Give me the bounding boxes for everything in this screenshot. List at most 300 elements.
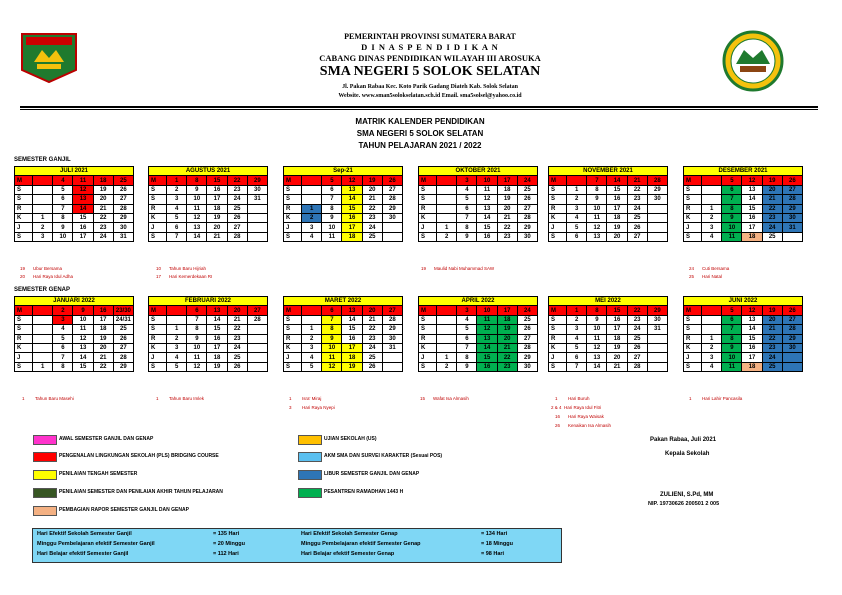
date-cell: 12 [477, 195, 497, 204]
date-cell: 19 [607, 223, 627, 232]
date-cell: 29 [382, 204, 402, 213]
date-cell: 5 [302, 362, 322, 371]
date-cell: 13 [742, 185, 762, 194]
date-cell: 25 [113, 176, 133, 185]
day-name: S [284, 325, 302, 334]
day-name: J [419, 353, 437, 362]
date-cell [647, 334, 667, 343]
holiday-date: 1 [22, 396, 25, 401]
day-name: J [284, 353, 302, 362]
date-cell: 5 [53, 334, 73, 343]
date-cell: 27 [382, 306, 402, 315]
date-cell: 7 [167, 232, 187, 241]
date-cell: 19 [207, 362, 227, 371]
date-cell: 10 [722, 223, 742, 232]
date-cell: 6 [322, 185, 342, 194]
date-cell: 3 [457, 306, 477, 315]
date-cell: 29 [647, 185, 667, 194]
summary-box [32, 528, 562, 563]
date-cell [647, 213, 667, 222]
holiday-entry [20, 274, 73, 279]
date-cell [33, 185, 53, 194]
date-cell [302, 315, 322, 324]
holiday-name: Ubur Bersama [33, 266, 63, 271]
date-cell: 4 [567, 334, 587, 343]
day-name: S [149, 232, 167, 241]
holiday-entry [20, 266, 62, 271]
date-cell: 13 [73, 195, 93, 204]
date-cell: 10 [187, 195, 207, 204]
date-cell: 21 [227, 315, 247, 324]
date-cell: 31 [382, 343, 402, 352]
date-cell [437, 213, 457, 222]
day-name: J [15, 223, 33, 232]
date-cell: 25 [762, 362, 782, 371]
date-cell: 9 [187, 185, 207, 194]
date-cell: 27 [247, 306, 267, 315]
date-cell: 17 [742, 353, 762, 362]
date-cell: 15 [607, 185, 627, 194]
date-cell: 7 [457, 343, 477, 352]
date-cell: 21 [627, 176, 647, 185]
summary-label: Hari Belajar efektif Semester Ganjil [37, 551, 129, 557]
date-cell: 21 [362, 195, 382, 204]
day-name: K [284, 343, 302, 352]
date-cell: 26 [113, 185, 133, 194]
date-cell: 16 [207, 185, 227, 194]
date-cell: 9 [322, 334, 342, 343]
date-cell [302, 176, 322, 185]
day-name: J [284, 223, 302, 232]
date-cell: 15 [73, 213, 93, 222]
date-cell: 25 [227, 204, 247, 213]
date-cell: 25 [627, 213, 647, 222]
day-name: S [419, 232, 437, 241]
date-cell: 2 [567, 195, 587, 204]
month-calendar [548, 166, 668, 242]
day-name: S [419, 185, 437, 194]
date-cell [33, 204, 53, 213]
date-cell: 10 [477, 306, 497, 315]
date-cell: 12 [587, 343, 607, 352]
date-cell: 21 [93, 353, 113, 362]
holiday-entry [156, 274, 212, 279]
date-cell: 18 [342, 353, 362, 362]
date-cell: 3 [167, 343, 187, 352]
summary-label: Hari Belajar efektif Semester Genap [301, 551, 395, 557]
date-cell: 28 [247, 315, 267, 324]
date-cell: 26 [362, 362, 382, 371]
date-cell: 13 [207, 306, 227, 315]
date-cell: 16 [342, 334, 362, 343]
holiday-name: Isra' Miraj [302, 396, 322, 401]
day-name: M [284, 306, 302, 315]
date-cell: 5 [567, 343, 587, 352]
date-cell: 10 [477, 176, 497, 185]
date-cell [647, 343, 667, 352]
date-cell: 29 [517, 223, 537, 232]
month-calendar [14, 296, 134, 372]
date-cell: 5 [53, 185, 73, 194]
holiday-date: 26 [555, 423, 561, 428]
date-cell: 20 [362, 185, 382, 194]
date-cell: 23 [362, 334, 382, 343]
date-cell: 28 [113, 353, 133, 362]
date-cell: 18 [207, 353, 227, 362]
date-cell: 22 [762, 334, 782, 343]
date-cell: 10 [322, 343, 342, 352]
date-cell: 27 [782, 185, 802, 194]
day-name: K [419, 213, 437, 222]
date-cell: 15 [73, 362, 93, 371]
date-cell: 9 [722, 343, 742, 352]
date-cell: 14 [73, 204, 93, 213]
day-name: R [15, 204, 33, 213]
date-cell [247, 334, 267, 343]
day-name: R [684, 204, 702, 213]
date-cell: 1 [437, 353, 457, 362]
day-name: K [149, 213, 167, 222]
date-cell: 11 [187, 204, 207, 213]
month-title: NOVEMBER 2021 [549, 167, 668, 176]
date-cell: 18 [742, 362, 762, 371]
date-cell: 11 [587, 334, 607, 343]
day-name: K [15, 213, 33, 222]
holiday-entry [689, 266, 729, 271]
date-cell: 18 [497, 185, 517, 194]
date-cell: 9 [53, 223, 73, 232]
date-cell: 29 [647, 306, 667, 315]
date-cell [782, 232, 802, 241]
day-name: S [15, 232, 33, 241]
date-cell [33, 315, 53, 324]
day-name: S [15, 185, 33, 194]
holiday-entry [156, 266, 206, 271]
date-cell: 4 [567, 213, 587, 222]
date-cell: 22 [497, 223, 517, 232]
date-cell: 21 [362, 315, 382, 324]
date-cell: 1 [302, 204, 322, 213]
date-cell: 20 [497, 204, 517, 213]
day-name: S [15, 195, 33, 204]
date-cell: 1 [437, 223, 457, 232]
date-cell: 21 [497, 343, 517, 352]
date-cell [247, 213, 267, 222]
day-name: J [684, 223, 702, 232]
date-cell [437, 343, 457, 352]
date-cell: 1 [167, 176, 187, 185]
month-title: JULI 2021 [15, 167, 134, 176]
date-cell: 2 [302, 213, 322, 222]
date-cell [33, 195, 53, 204]
date-cell: 13 [587, 353, 607, 362]
date-cell: 29 [247, 176, 267, 185]
date-cell: 18 [93, 176, 113, 185]
date-cell: 8 [187, 176, 207, 185]
date-cell: 3 [567, 204, 587, 213]
day-name: S [15, 362, 33, 371]
date-cell: 20 [762, 185, 782, 194]
date-cell: 22 [627, 185, 647, 194]
day-name: M [684, 306, 702, 315]
date-cell: 21 [607, 362, 627, 371]
date-cell: 31 [782, 223, 802, 232]
date-cell: 9 [457, 232, 477, 241]
holiday-name: Hari Raya Idul Fitri [564, 405, 602, 410]
date-cell: 24 [517, 306, 537, 315]
date-cell: 2 [437, 362, 457, 371]
day-name: R [549, 204, 567, 213]
date-cell: 17 [497, 176, 517, 185]
date-cell: 7 [53, 353, 73, 362]
day-name: K [419, 343, 437, 352]
day-name: K [149, 343, 167, 352]
date-cell [247, 204, 267, 213]
date-cell [782, 353, 802, 362]
holiday-date: 19 [421, 266, 427, 271]
date-cell: 31 [647, 325, 667, 334]
date-cell: 29 [382, 325, 402, 334]
signer-name: ZULIENI, S.Pd, MM [660, 492, 714, 498]
date-cell: 7 [187, 315, 207, 324]
date-cell: 24 [227, 195, 247, 204]
holiday-name: Wafat Isa Almasih [433, 396, 469, 401]
date-cell [437, 315, 457, 324]
legend-swatch [298, 435, 322, 445]
date-cell: 7 [457, 213, 477, 222]
date-cell: 16 [477, 232, 497, 241]
date-cell: 4 [302, 232, 322, 241]
date-cell: 4 [167, 204, 187, 213]
day-name: M [684, 176, 702, 185]
day-name: S [149, 195, 167, 204]
date-cell: 6 [722, 185, 742, 194]
date-cell [437, 204, 457, 213]
date-cell: 1 [567, 306, 587, 315]
holiday-date: 16 [555, 414, 561, 419]
date-cell: 7 [567, 362, 587, 371]
date-cell: 30 [647, 315, 667, 324]
summary-value: = 18 Minggu [481, 541, 513, 547]
date-cell [247, 343, 267, 352]
date-cell: 30 [247, 185, 267, 194]
date-cell: 19 [207, 213, 227, 222]
date-cell [702, 325, 722, 334]
day-name: M [419, 306, 437, 315]
day-name: S [549, 185, 567, 194]
date-cell: 24/31 [113, 315, 133, 324]
date-cell [647, 232, 667, 241]
date-cell: 11 [587, 213, 607, 222]
holiday-entry [555, 414, 604, 419]
date-cell: 22 [362, 204, 382, 213]
date-cell: 19 [93, 185, 113, 194]
date-cell: 6 [53, 195, 73, 204]
date-cell [382, 353, 402, 362]
date-cell: 4 [702, 362, 722, 371]
summary-label: Hari Efektif Sekolah Semester Ganjil [37, 531, 132, 537]
date-cell: 23 [627, 315, 647, 324]
summary-value: = 135 Hari [213, 531, 240, 537]
holiday-entry [22, 396, 74, 401]
date-cell: 20 [762, 315, 782, 324]
holiday-name: Hari Kemerdekaan RI [169, 274, 213, 279]
date-cell: 13 [477, 204, 497, 213]
day-name: S [419, 195, 437, 204]
date-cell: 19 [362, 176, 382, 185]
date-cell: 5 [722, 176, 742, 185]
date-cell: 30 [382, 213, 402, 222]
date-cell [33, 176, 53, 185]
day-name: K [549, 343, 567, 352]
date-cell: 30 [782, 213, 802, 222]
day-name: K [15, 343, 33, 352]
date-cell [33, 353, 53, 362]
day-name: R [684, 334, 702, 343]
holiday-date: 10 [156, 266, 162, 271]
date-cell: 27 [382, 185, 402, 194]
date-cell: 28 [782, 325, 802, 334]
month-title: APRIL 2022 [419, 297, 538, 306]
date-cell: 14 [742, 325, 762, 334]
date-cell: 26 [627, 223, 647, 232]
date-cell: 8 [722, 334, 742, 343]
date-cell: 16 [607, 315, 627, 324]
holiday-entry [420, 396, 469, 401]
date-cell: 30 [647, 195, 667, 204]
date-cell: 19 [762, 306, 782, 315]
date-cell: 5 [457, 195, 477, 204]
date-cell: 26 [227, 213, 247, 222]
date-cell: 18 [93, 325, 113, 334]
month-title: Sep-21 [284, 167, 403, 176]
legend-swatch [298, 470, 322, 480]
day-name: K [684, 343, 702, 352]
holiday-date: 3 [289, 405, 292, 410]
date-cell: 12 [742, 306, 762, 315]
date-cell [647, 204, 667, 213]
date-cell: 2 [437, 232, 457, 241]
date-cell [247, 232, 267, 241]
date-cell [302, 195, 322, 204]
date-cell: 23 [497, 232, 517, 241]
date-cell: 4 [53, 176, 73, 185]
date-cell: 26 [517, 325, 537, 334]
date-cell: 2 [702, 343, 722, 352]
date-cell: 26 [227, 362, 247, 371]
date-cell: 15 [477, 223, 497, 232]
date-cell: 27 [113, 343, 133, 352]
date-cell: 17 [607, 204, 627, 213]
legend-swatch [33, 470, 57, 480]
date-cell: 20 [227, 306, 247, 315]
day-name: S [419, 325, 437, 334]
date-cell: 28 [382, 195, 402, 204]
date-cell [247, 223, 267, 232]
holiday-entry [689, 274, 722, 279]
date-cell: 2 [53, 306, 73, 315]
date-cell: 24 [362, 343, 382, 352]
date-cell: 15 [207, 325, 227, 334]
day-name: S [549, 362, 567, 371]
day-name: J [549, 223, 567, 232]
day-name: M [149, 306, 167, 315]
doc-title: MATRIK KALENDER PENDIDIKAN [355, 117, 485, 126]
day-name: K [284, 213, 302, 222]
holiday-entry [555, 396, 590, 401]
date-cell: 22 [362, 325, 382, 334]
date-cell: 7 [587, 176, 607, 185]
month-title: DESEMBER 2021 [684, 167, 803, 176]
date-cell [382, 223, 402, 232]
date-cell: 7 [322, 315, 342, 324]
date-cell: 23 [497, 362, 517, 371]
date-cell: 8 [53, 213, 73, 222]
holiday-entry [289, 405, 335, 410]
date-cell: 15 [742, 204, 762, 213]
month-calendar [683, 296, 803, 372]
date-cell: 3 [567, 325, 587, 334]
date-cell: 21 [207, 232, 227, 241]
date-cell: 2 [167, 334, 187, 343]
date-cell: 23 [762, 343, 782, 352]
date-cell: 9 [587, 195, 607, 204]
date-cell: 10 [722, 353, 742, 362]
date-cell [167, 306, 187, 315]
date-cell [382, 232, 402, 241]
month-title: OKTOBER 2021 [419, 167, 538, 176]
day-name: S [684, 185, 702, 194]
date-cell: 30 [517, 362, 537, 371]
date-cell: 18 [742, 232, 762, 241]
day-name: R [149, 204, 167, 213]
date-cell: 15 [477, 353, 497, 362]
legend-label: AKM SMA DAN SURVEI KARAKTER (Sesuai POS) [324, 453, 443, 459]
date-cell: 24 [362, 223, 382, 232]
date-cell: 20 [362, 306, 382, 315]
date-cell: 22 [627, 306, 647, 315]
date-cell: 7 [53, 204, 73, 213]
summary-label: Minggu Pembelajaran efektif Semester Ganjil [37, 541, 155, 547]
date-cell: 25 [762, 232, 782, 241]
day-name: S [284, 362, 302, 371]
date-cell: 23 [762, 213, 782, 222]
holiday-entry [551, 405, 601, 410]
date-cell: 23 [227, 334, 247, 343]
header-rule [20, 106, 818, 108]
doc-subtitle: SMA NEGERI 5 SOLOK SELATAN [356, 129, 484, 138]
holiday-name: Tahun Baru Masehi [35, 396, 74, 401]
date-cell: 12 [742, 176, 762, 185]
date-cell: 3 [702, 353, 722, 362]
date-cell: 28 [517, 343, 537, 352]
date-cell: 26 [782, 176, 802, 185]
date-cell: 1 [567, 185, 587, 194]
holiday-name: Tahun Baru Imlek [169, 396, 205, 401]
date-cell: 4 [302, 353, 322, 362]
day-name: S [284, 315, 302, 324]
date-cell: 24 [762, 223, 782, 232]
month-title: JUNI 2022 [684, 297, 803, 306]
office-line: D I N A S P E N D I D I K A N [361, 42, 499, 52]
date-cell: 6 [167, 223, 187, 232]
day-name: S [419, 362, 437, 371]
date-cell: 8 [722, 204, 742, 213]
school-emblem-icon [722, 30, 784, 92]
summary-label: Minggu Pembelajaran efektif Semester Genap [301, 541, 421, 547]
date-cell: 30 [113, 223, 133, 232]
date-cell: 26 [382, 176, 402, 185]
